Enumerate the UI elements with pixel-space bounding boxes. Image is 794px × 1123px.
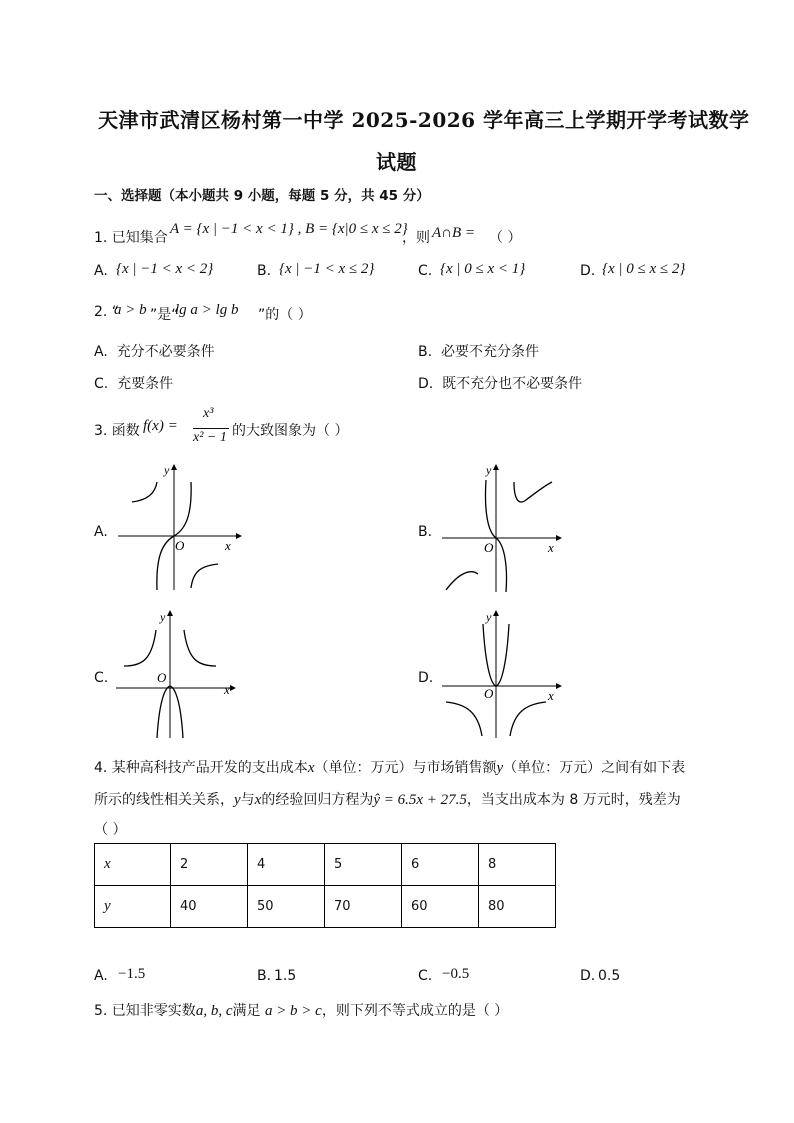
q4-line1-c: （单位：万元）之间有如下表 (503, 760, 686, 776)
table-cell: 5 (325, 844, 402, 886)
q4-line1 (94, 757, 685, 777)
x-axis-arrow-icon (236, 533, 242, 539)
table-cell: 8 (479, 844, 556, 886)
q2-stem-b: ”是“ (150, 307, 179, 323)
y-axis-label: y (160, 610, 166, 624)
q4-line2-c: 的经验回归方程为 (261, 792, 374, 808)
q3-graph-a[interactable] (112, 462, 242, 592)
q3-suffix: 的大致图象为（ ） (232, 423, 349, 439)
q1-option-d-text: {x | 0 ≤ x ≤ 2} (602, 261, 686, 277)
curve-left-branch (446, 572, 478, 590)
q2-expr1: a > b (114, 302, 147, 318)
curve-right-branch (510, 702, 546, 736)
q4-option-c-text: −0.5 (442, 966, 470, 982)
q4-option-d-text: 0.5 (598, 968, 621, 984)
q4-line1-b: （单位：万元）与市场销售额 (314, 760, 497, 776)
q1-option-c-text: {x | 0 ≤ x < 1} (440, 261, 526, 277)
q1-prefix: 1. 已知集合 (94, 230, 168, 246)
q1-option-b-letter[interactable]: B. (257, 263, 272, 279)
page-title-line1: 天津市武清区杨村第一中学 2025-2026 学年高三上学期开学考试数学 (98, 108, 750, 132)
x-axis-label: x (225, 538, 231, 553)
y-axis-arrow-icon (171, 464, 177, 470)
q4-option-d-letter[interactable]: D. (580, 968, 596, 984)
x-axis-label: x (224, 682, 230, 697)
y-axis-arrow-icon (493, 464, 499, 470)
table-cell: 40 (171, 886, 248, 928)
table-cell: 70 (325, 886, 402, 928)
q4-option-b-text: 1.5 (274, 968, 297, 984)
x-axis-arrow-icon (556, 683, 562, 689)
origin-label: O (484, 540, 494, 555)
q2-option-d-text: 既不充分也不必要条件 (442, 376, 583, 392)
q2-option-b[interactable] (418, 341, 539, 361)
table-cell: 60 (402, 886, 479, 928)
q2-option-b-letter: B. (418, 344, 433, 360)
q3-graph-c[interactable] (112, 610, 236, 740)
q4-line2-d: ，当支出成本为 8 万元时，残差为 (466, 792, 681, 808)
q3-prefix: 3. 函数 (94, 423, 140, 439)
table-head-y: y (95, 886, 171, 928)
q4-regression-equation: ŷ = 6.5x + 27.5 (373, 792, 467, 808)
q1-option-a-text: {x | −1 < x < 2} (116, 261, 214, 277)
x-axis-label: x (548, 540, 554, 555)
q5-line (94, 1000, 508, 1020)
q2-option-c-text: 充要条件 (117, 376, 174, 392)
origin-label: O (484, 686, 494, 701)
y-axis-label: y (486, 610, 492, 624)
curve-left-branch (132, 482, 157, 502)
q3-graph-d[interactable] (438, 610, 562, 740)
q4-option-b-letter[interactable]: B. (257, 968, 272, 984)
x-axis-label: x (548, 688, 554, 703)
table-cell: 50 (248, 886, 325, 928)
q4-answer-paren: （ ） (94, 822, 127, 838)
q4-line2 (94, 789, 681, 809)
table-row (95, 886, 556, 928)
q3-fx: f(x) = (143, 418, 178, 434)
q1-ask-prefix: ，则 (402, 230, 430, 246)
q1-option-b-text: {x | −1 < x ≤ 2} (279, 261, 375, 277)
curve-right-branch (184, 630, 216, 666)
table-cell: 6 (402, 844, 479, 886)
x-axis-arrow-icon (556, 535, 562, 541)
q5-vars: a, b, c (195, 1003, 233, 1019)
q2-option-d-letter: D. (418, 376, 434, 392)
q4-option-c-letter[interactable]: C. (418, 968, 433, 984)
q1-sets: A = {x | −1 < x < 1} , B = {x|0 ≤ x ≤ 2} (170, 221, 408, 237)
origin-label: O (157, 670, 167, 685)
q4-option-a-text: −1.5 (118, 966, 146, 982)
q5-suffix: ，则下列不等式成立的是（ ） (321, 1003, 509, 1019)
q2-option-b-text: 必要不充分条件 (440, 344, 539, 360)
q3-fraction-numerator: x³ (203, 406, 214, 421)
origin-label: O (175, 538, 185, 553)
q4-var-x: x (307, 760, 315, 776)
y-axis-arrow-icon (493, 610, 499, 616)
q2-option-a-letter: A. (94, 344, 108, 360)
q3-graph-a-letter[interactable]: A. (94, 524, 108, 540)
section-heading: 一、选择题（本小题共 9 小题，每题 5 分，共 45 分） (94, 188, 430, 204)
q3-fraction-bar (193, 428, 229, 429)
q1-option-a-letter[interactable]: A. (94, 263, 108, 279)
table-row (95, 844, 556, 886)
q3-graph-b[interactable] (438, 462, 562, 594)
q1-option-d-letter[interactable]: D. (580, 263, 596, 279)
q2-expr2: lg a > lg b (175, 302, 239, 318)
q4-data-table (94, 843, 556, 928)
y-axis-label: y (164, 463, 170, 477)
curve-right-branch (514, 482, 552, 502)
curve-left-branch (446, 702, 482, 736)
page-title-line2: 试题 (376, 150, 417, 174)
q2-option-c[interactable] (94, 373, 173, 393)
curve-right-branch (191, 564, 218, 588)
q1-ask-expr: A∩B = (432, 225, 476, 241)
q4-line2-y: y (234, 792, 241, 808)
q2-option-c-letter: C. (94, 376, 109, 392)
q4-line2-a: 所示的线性相关关系， (94, 792, 234, 808)
q4-line1-a: 4. 某种高科技产品开发的支出成本 (94, 760, 308, 776)
q3-graph-d-letter[interactable]: D. (418, 670, 434, 686)
q2-option-a-text: 充分不必要条件 (116, 344, 215, 360)
table-head-x: x (95, 844, 171, 886)
q2-option-d[interactable] (418, 373, 582, 393)
q1-answer-paren: （ ） (489, 230, 522, 246)
q2-stem-c: ”的（ ） (258, 307, 312, 323)
curve-left-branch (124, 630, 156, 666)
q4-option-a-letter[interactable]: A. (94, 968, 108, 984)
y-axis-arrow-icon (167, 610, 173, 616)
q4-line2-x: x (254, 792, 262, 808)
q3-graph-b-letter[interactable]: B. (418, 524, 433, 540)
table-cell: 2 (171, 844, 248, 886)
q4-var-y: y (496, 760, 504, 776)
q3-fraction-denominator: x² − 1 (193, 430, 227, 445)
q5-mid: 满足 (232, 1003, 261, 1019)
q2-stem-a: 2. “ (94, 304, 120, 320)
table-cell: 4 (248, 844, 325, 886)
q2-option-a[interactable] (94, 341, 215, 361)
q5-prefix: 5. 已知非零实数 (94, 1003, 196, 1019)
x-axis-arrow-icon (230, 685, 236, 691)
q4-line2-b: 与 (240, 792, 255, 808)
table-cell: 80 (479, 886, 556, 928)
q1-option-c-letter[interactable]: C. (418, 263, 433, 279)
q5-condition: a > b > c (264, 1003, 322, 1019)
q3-graph-c-letter[interactable]: C. (94, 670, 109, 686)
y-axis-label: y (486, 463, 492, 477)
